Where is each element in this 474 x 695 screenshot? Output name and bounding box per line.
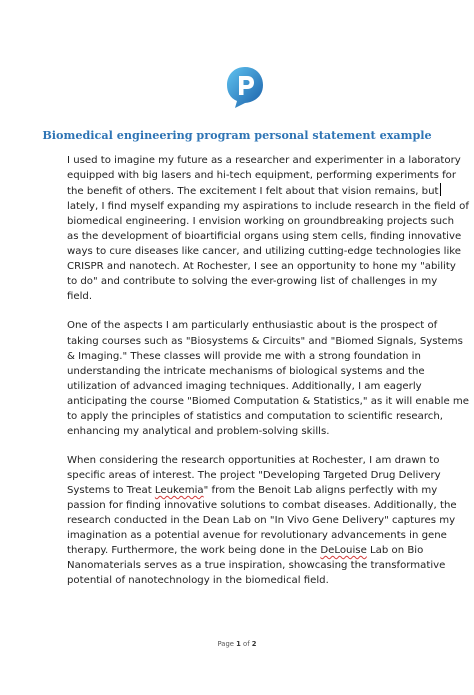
- text-segment: Nanomaterials serves as a true inspiration, showcasing the transformative: [67, 560, 446, 572]
- text-line: [67, 214, 455, 229]
- text-line: [67, 364, 425, 379]
- text-segment: to apply the principles of statistics and computation to scientific research,: [67, 410, 443, 422]
- paragraph-2: [67, 318, 470, 438]
- text-segment: One of the aspects I am particularly enthusiastic about is the prospect of: [67, 320, 438, 332]
- text-line: [67, 168, 457, 183]
- text-segment: anticipating the course "Biomed Computation & Statistics," as it will enable me: [67, 395, 470, 407]
- text-segment: biomedical engineering. I envision working on groundbreaking projects such: [67, 216, 455, 228]
- text-line: [67, 528, 447, 543]
- text-line: [67, 259, 456, 274]
- text-line: [67, 318, 438, 333]
- text-line: [67, 274, 438, 289]
- text-segment: I used to imagine my future as a researcher and experimenter in a laboratory: [67, 155, 461, 166]
- text-segment: " from the Benoit Lab aligns perfectly with my: [203, 484, 438, 496]
- page-word: Page: [217, 640, 234, 648]
- text-line: [67, 289, 419, 304]
- paragraph-3: [67, 453, 457, 588]
- text-line: [67, 394, 470, 409]
- text-line: [67, 229, 462, 244]
- text-line: [67, 424, 419, 439]
- text-line: [67, 349, 419, 364]
- text-segment: potential of nanotechnology in the biomedical field.: [67, 575, 329, 587]
- text-segment: When considering the research opportunities at Rochester, I am drawn to: [67, 454, 440, 466]
- text-segment: taking courses such as "Biosystems & Circuits" and "Biomed Signals, Systems: [67, 335, 463, 347]
- spellcheck-flagged-word: DeLouise: [320, 545, 367, 557]
- text-segment: enhancing my analytical and problem-solving skills.: [67, 425, 330, 437]
- text-line: [67, 244, 462, 259]
- text-segment: understanding the intricate mechanisms of biological systems and the: [67, 365, 425, 377]
- text-segment: research conducted in the Dean Lab on "In Vivo Gene Delivery" captures my: [67, 515, 456, 527]
- text-segment: passion for finding innovative solutions to combat diseases. Additionally, the: [67, 499, 457, 511]
- text-segment: field.: [67, 291, 93, 303]
- text-segment: utilization of advanced imaging techniques. Additionally, I am eagerly: [67, 380, 422, 392]
- brand-logo-icon: [225, 65, 265, 109]
- text-line: [67, 453, 440, 468]
- text-segment: imagination as a potential avenue for revolutionary advancements in gene: [67, 530, 447, 542]
- text-line: [67, 379, 422, 394]
- text-cursor: [440, 183, 441, 196]
- text-segment: as the development of bioartificial organs using stem cells, finding innovative: [67, 231, 462, 243]
- text-segment: Systems to Treat: [67, 484, 155, 496]
- text-segment: & Imaging." These classes will provide me with a strong foundation in: [67, 350, 421, 362]
- text-segment: Lab on Bio: [366, 545, 424, 557]
- text-line: [67, 543, 424, 558]
- text-segment: equipped with big lasers and hi-tech equipment, performing experiments for: [67, 170, 457, 182]
- paragraph-1: [67, 153, 469, 304]
- text-segment: CRISPR and nanotech. At Rochester, I see an opportunity to hone my "ability: [67, 261, 456, 273]
- spellcheck-flagged-word: Leukemia: [154, 484, 204, 496]
- text-line: [67, 153, 461, 168]
- text-line: [67, 558, 446, 573]
- text-line: [67, 468, 441, 483]
- document-body[interactable]: [67, 153, 470, 602]
- text-line: [67, 483, 438, 498]
- page-footer: [0, 640, 474, 648]
- document-title: Biomedical engineering program personal statement example: [42, 128, 432, 142]
- text-line: [67, 334, 463, 349]
- text-segment: ways to cure diseases like cancer, and utilizing cutting-edge technologies like: [67, 246, 462, 258]
- text-line: [67, 199, 469, 214]
- of-word: of: [243, 640, 250, 648]
- page-total-number: 2: [251, 640, 257, 648]
- text-line: [67, 183, 439, 199]
- text-segment: the benefit of others. The excitement I felt about that vision remains, but: [67, 186, 439, 198]
- text-line: [67, 498, 457, 513]
- text-line: [67, 513, 456, 528]
- page-current-number: 1: [236, 640, 241, 648]
- text-line: [67, 409, 443, 424]
- text-segment: to do" and contribute to solving the ever-growing list of challenges in my: [67, 276, 438, 288]
- text-line: [67, 573, 419, 588]
- text-segment: lately, I find myself expanding my aspirations to include research in the field of: [67, 201, 469, 213]
- text-segment: therapy. Furthermore, the work being done in the: [67, 545, 321, 557]
- text-segment: specific areas of interest. The project "Developing Targeted Drug Delivery: [67, 469, 441, 481]
